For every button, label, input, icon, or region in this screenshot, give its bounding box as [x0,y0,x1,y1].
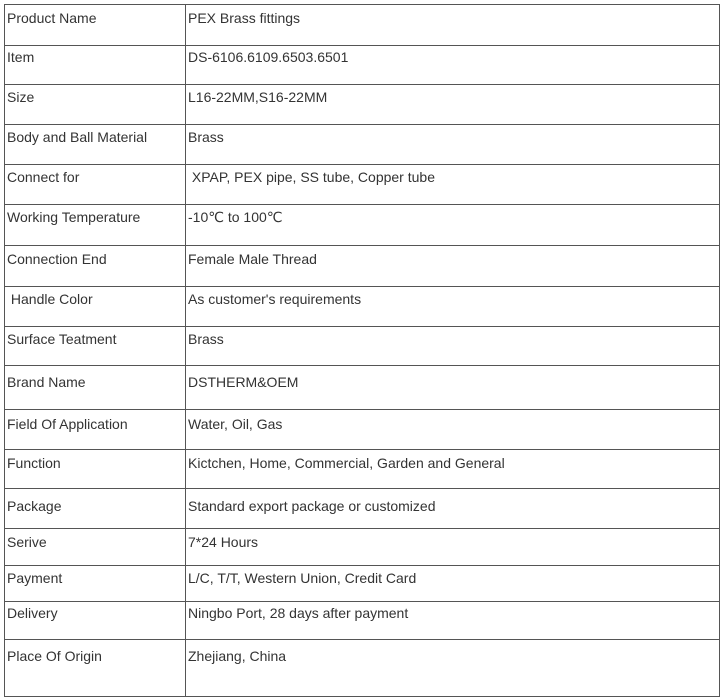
spec-value: DS-6106.6109.6503.6501 [188,49,349,65]
spec-value-cell [186,46,720,85]
spec-label-cell [5,165,186,205]
spec-label: Handle Color [7,291,93,307]
spec-value-cell [186,529,720,566]
spec-value: Female Male Thread [188,251,317,267]
product-spec-table [4,4,720,697]
spec-value-cell [186,246,720,287]
spec-label-cell [5,205,186,246]
spec-row-product-name [5,5,720,46]
spec-label-cell [5,529,186,566]
spec-label-cell [5,125,186,165]
spec-row-place-of-origin [5,640,720,697]
spec-row-payment [5,566,720,602]
spec-value: Standard export package or customized [188,498,436,514]
spec-label-cell [5,366,186,410]
spec-value-cell [186,602,720,640]
spec-label-cell [5,246,186,287]
spec-value-cell [186,125,720,165]
spec-row-connection-end [5,246,720,287]
spec-value: PEX Brass fittings [188,10,301,26]
spec-value: Brass [188,129,224,145]
spec-value-cell [186,165,720,205]
spec-row-service [5,529,720,566]
spec-value: L/C, T/T, Western Union, Credit Card [188,570,417,586]
spec-value: Ningbo Port, 28 days after payment [188,605,409,621]
spec-value-cell [186,205,720,246]
spec-label: Field Of Application [7,416,128,432]
spec-row-function [5,450,720,489]
spec-row-connect-for [5,165,720,205]
spec-label-cell [5,5,186,46]
spec-value-cell [186,366,720,410]
spec-label: Function [7,455,61,471]
spec-row-package [5,489,720,529]
spec-value: 7*24 Hours [188,534,259,550]
spec-value: Kictchen, Home, Commercial, Garden and General [188,455,505,471]
spec-label: Size [7,89,35,105]
spec-value-cell [186,327,720,366]
spec-label: Package [7,498,62,514]
spec-value-cell [186,450,720,489]
spec-value: Water, Oil, Gas [188,416,283,432]
spec-row-field-of-application [5,410,720,450]
spec-label: Brand Name [7,374,86,390]
spec-value-cell [186,5,720,46]
spec-value-cell [186,489,720,529]
spec-label: Body and Ball Material [7,129,148,145]
spec-label: Item [7,49,35,65]
spec-row-brand-name [5,366,720,410]
spec-value: L16-22MM,S16-22MM [188,89,328,105]
spec-label-cell [5,410,186,450]
spec-label-cell [5,566,186,602]
spec-value: DSTHERM&OEM [188,374,299,390]
spec-label-cell [5,85,186,125]
spec-label: Payment [7,570,63,586]
spec-label: Delivery [7,605,58,621]
spec-value-cell [186,85,720,125]
spec-value-cell [186,287,720,327]
spec-row-material [5,125,720,165]
spec-row-size [5,85,720,125]
spec-label-cell [5,602,186,640]
spec-label: Serive [7,534,47,550]
spec-value: Zhejiang, China [188,648,287,664]
spec-label-cell [5,450,186,489]
spec-row-working-temperature [5,205,720,246]
spec-label: Working Temperature [7,209,141,225]
spec-value: XPAP, PEX pipe, SS tube, Copper tube [188,169,435,185]
spec-value: Brass [188,331,224,347]
spec-label-cell [5,327,186,366]
spec-value-cell [186,410,720,450]
spec-label-cell [5,46,186,85]
spec-label: Product Name [7,10,97,26]
spec-label: Place Of Origin [7,648,102,664]
spec-label-cell [5,489,186,529]
spec-value-cell [186,566,720,602]
spec-label-cell [5,287,186,327]
spec-label: Connection End [7,251,107,267]
spec-row-delivery [5,602,720,640]
spec-label: Surface Teatment [7,331,117,347]
spec-label-cell [5,640,186,697]
spec-label: Connect for [7,169,80,185]
spec-row-handle-color [5,287,720,327]
spec-value: As customer's requirements [188,291,362,307]
spec-value: -10℃ to 100℃ [188,209,283,225]
spec-row-item [5,46,720,85]
spec-row-surface-treatment [5,327,720,366]
spec-value-cell [186,640,720,697]
